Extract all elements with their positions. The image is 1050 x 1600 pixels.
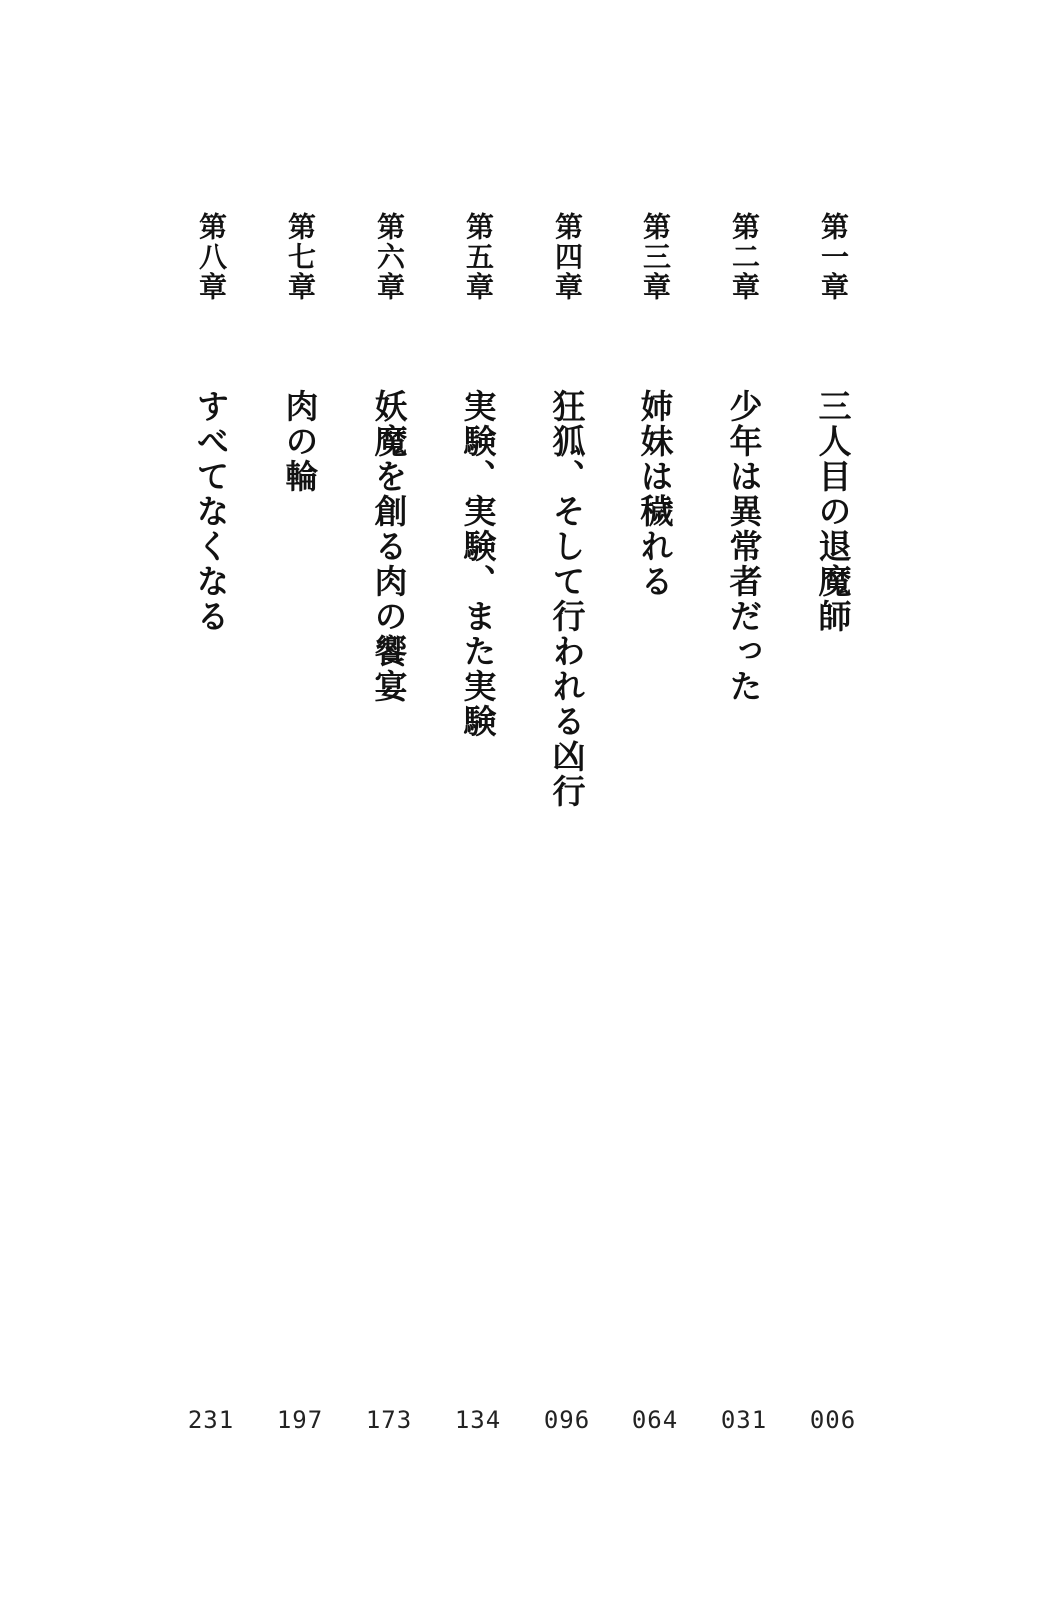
chapter-title: 妖魔を創る肉の饗宴: [369, 389, 409, 704]
chapter-title: 少年は異常者だった: [724, 389, 764, 704]
chapter-page-number: 064: [631, 1406, 679, 1434]
chapter-page-number: 173: [365, 1406, 413, 1434]
chapter-title: 実験、実験、また実験: [458, 389, 498, 739]
chapter-title: 肉の輪: [280, 389, 320, 494]
chapter-page-number: 031: [720, 1406, 768, 1434]
chapter-number-label: 第五章: [462, 212, 495, 302]
chapter-number-label: 第三章: [639, 212, 672, 302]
toc-entry-chapter-4[interactable]: [545, 0, 589, 1600]
chapter-number-label: 第四章: [551, 212, 584, 302]
chapter-page-number: 134: [454, 1406, 502, 1434]
toc-entry-chapter-7[interactable]: [278, 0, 322, 1600]
chapter-title: 三人目の退魔師: [813, 389, 853, 634]
chapter-page-number: 197: [276, 1406, 324, 1434]
chapter-title: 狂狐、そして行われる凶行: [547, 389, 587, 809]
toc-entry-chapter-6[interactable]: [367, 0, 411, 1600]
chapter-page-number: 096: [543, 1406, 591, 1434]
toc-entry-chapter-3[interactable]: [633, 0, 677, 1600]
toc-entry-chapter-1[interactable]: [811, 0, 855, 1600]
toc-entry-chapter-8[interactable]: [189, 0, 233, 1600]
chapter-number-label: 第七章: [284, 212, 317, 302]
chapter-title: すべてなくなる: [191, 389, 231, 634]
chapter-title: 姉妹は穢れる: [635, 389, 675, 599]
chapter-number-label: 第二章: [728, 212, 761, 302]
toc-entry-chapter-5[interactable]: [456, 0, 500, 1600]
chapter-number-label: 第一章: [817, 212, 850, 302]
chapter-page-number: 006: [809, 1406, 857, 1434]
chapter-number-label: 第八章: [195, 212, 228, 302]
toc-entry-chapter-2[interactable]: [722, 0, 766, 1600]
chapter-number-label: 第六章: [373, 212, 406, 302]
chapter-page-number: 231: [187, 1406, 235, 1434]
